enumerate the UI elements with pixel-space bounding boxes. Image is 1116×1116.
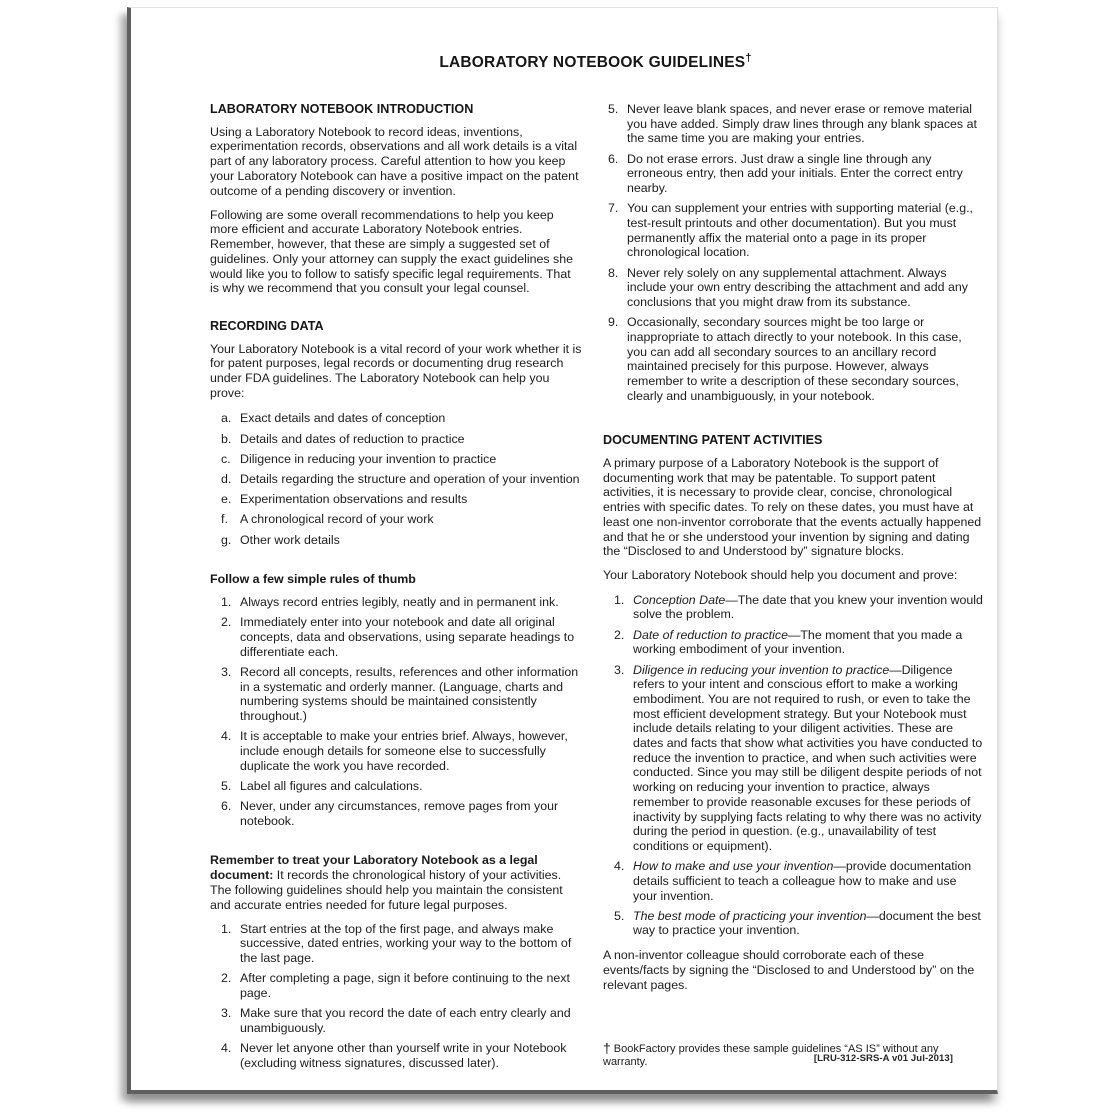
- section-heading-patent-activities: DOCUMENTING PATENT ACTIVITIES: [603, 433, 823, 448]
- list-text: [633, 859, 984, 903]
- list-marker: 3.: [221, 1006, 232, 1021]
- list-item: [608, 201, 984, 260]
- list-marker: 1.: [614, 592, 625, 607]
- list-item: [221, 615, 582, 659]
- list-text: Never leave blank spaces, and never erase or remove material you have added. Simply draw lines through any blank spaces at the same time you are making your entries.: [627, 102, 977, 146]
- list-text: Label all figures and calculations.: [240, 778, 423, 793]
- list-item: [614, 909, 984, 938]
- list-item: [614, 593, 984, 622]
- footnote-dagger: †: [603, 1040, 611, 1057]
- term-definition: —provide documentation details sufficient to teach a colleague how to make and use your invention.: [633, 859, 972, 903]
- paragraph: A primary purpose of a Laboratory Notebook is the support of documenting work that may be patentable. To support patent activities, it is necessary to provide clear, concise, chronological entries with specific dates. To rely on these dates, you must have at least one non-inventor corroborate that the events actually happened and that he or she understood your invention by signing and dating the “Disclosed to and Understood by” signature blocks.: [603, 456, 982, 559]
- section-heading-introduction: LABORATORY NOTEBOOK INTRODUCTION: [210, 102, 474, 116]
- paragraph-closing: A non-inventor colleague should corroborate each of these events/facts by signing the “Disclosed to and Understood by” on the relevant pages.: [603, 948, 975, 992]
- term-definition: —The moment that you made a working embodiment of your invention.: [633, 627, 963, 657]
- term-definition: —document the best way to practice your invention.: [633, 908, 981, 938]
- list-marker: a.: [221, 411, 232, 426]
- list-text: It is acceptable to make your entries brief. Always, however, include enough details for someone else to successfully duplicate the work you have recorded.: [240, 729, 568, 773]
- list-item: [221, 729, 582, 773]
- term-italic: Date of reduction to practice: [633, 627, 788, 642]
- list-item: [608, 266, 984, 310]
- list-item: [614, 663, 984, 854]
- list-item: [221, 1006, 582, 1035]
- list-marker: 9.: [608, 315, 619, 330]
- list-item: [221, 492, 582, 507]
- term-italic: Diligence in reducing your invention to practice: [633, 662, 890, 677]
- list-text: [633, 628, 984, 657]
- list-marker: 5.: [608, 102, 619, 116]
- list-text: [633, 909, 984, 938]
- list-marker: b.: [221, 431, 232, 446]
- list-item: [221, 779, 582, 794]
- list-marker: 2.: [221, 615, 232, 630]
- list-marker: g.: [221, 532, 232, 547]
- list-marker: 4.: [221, 729, 232, 744]
- subheading-rules-of-thumb: Follow a few simple rules of thumb: [210, 572, 416, 587]
- title-dagger: †: [745, 51, 752, 64]
- list-marker: 3.: [221, 664, 232, 679]
- list-marker: f.: [221, 512, 228, 527]
- list-item: [221, 452, 582, 467]
- list-text: Immediately enter into your notebook and date all original concepts, data and observations, using separate headings to differentiate each.: [240, 615, 575, 659]
- list-item: [221, 533, 582, 548]
- list-item: [221, 512, 582, 527]
- paragraph-legal-document: [210, 853, 582, 912]
- legal-lead-bold: Remember to treat your Laboratory Notebook as a legal document:: [210, 853, 538, 883]
- list-text: You can supplement your entries with supporting material (e.g., test-result printouts and other documentation). But you must permanently affix the material onto a page in its proper chronological location.: [627, 201, 973, 260]
- two-column-layout: [210, 102, 981, 1076]
- page-title: [210, 51, 981, 72]
- list-item: [221, 799, 582, 828]
- right-column: [603, 102, 984, 1076]
- list-marker: 2.: [614, 627, 625, 642]
- list-text: Always record entries legibly, neatly and in permanent ink.: [240, 595, 559, 610]
- list-text: Record all concepts, results, references and other information in a systematic and orderly manner. (Language, charts and numbering systems should be maintained consistently throughout.): [240, 664, 579, 723]
- numbered-list-patent: [603, 593, 984, 938]
- list-marker: 6.: [608, 151, 619, 166]
- paragraph: Your Laboratory Notebook is a vital record of your work whether it is for patent purposes, legal records or documenting drug research under FDA guidelines. The Laboratory Notebook can help you prove:: [210, 341, 582, 400]
- term-definition: —The date that you knew your invention would solve the problem.: [633, 592, 983, 622]
- document-page: [127, 7, 998, 1094]
- list-marker: 5.: [614, 908, 625, 923]
- term-definition: —Diligence refers to your intent and conscious effort to make a working embodiment. You are not required to rush, or even to take the most efficient development strategy. But your Notebook must include details relating to your diligent activities. These are dates and facts that show what activities you have conducted to reduce the invention to practice, and when such activities were conducted. Since you may still be diligent despite periods of not working on reducing your invention to practice, always remember to provide reasonable excuses for these periods of inactivity by supplying facts relating to why there was no activity during the period in question. (e.g., unavailability of test conditions or equipment).: [633, 662, 983, 853]
- lettered-list-prove: [210, 411, 582, 547]
- list-text: [633, 593, 984, 622]
- list-marker: 8.: [608, 265, 619, 280]
- list-item: [221, 971, 582, 1000]
- list-text: A chronological record of your work: [240, 512, 434, 527]
- list-text: Start entries at the top of the first page, and always make successive, dated entries, working your way to the bottom of the last page.: [240, 921, 572, 966]
- paragraph: Using a Laboratory Notebook to record ideas, inventions, experimentation records, observations and all work details is a vital part of any laboratory process. Careful attention to how you keep your Laboratory Notebook can have a positive impact on the patent outcome of a pending discovery or invention.: [210, 124, 579, 198]
- list-marker: 7.: [608, 201, 619, 216]
- list-item: [614, 628, 984, 657]
- page-title-text: LABORATORY NOTEBOOK GUIDELINES: [439, 54, 746, 71]
- list-item: [221, 411, 582, 426]
- list-marker: 5.: [221, 778, 232, 793]
- list-item: [221, 432, 582, 447]
- list-item: [221, 922, 582, 966]
- list-item: [608, 315, 984, 403]
- list-text: Details regarding the structure and operation of your invention: [240, 472, 580, 487]
- list-text: After completing a page, sign it before continuing to the next page.: [240, 971, 570, 1001]
- list-text: Occasionally, secondary sources might be too large or inappropriate to attach directly to your notebook. In this case, you can add all secondary sources to an ancillary record maintained precisely for this purpose. However, always remember to write a description of these secondary sources, clearly and unambiguously, in your notebook.: [627, 315, 962, 403]
- list-text: Diligence in reducing your invention to practice: [240, 451, 497, 466]
- list-marker: 3.: [614, 662, 625, 677]
- numbered-list-legal: [210, 922, 582, 1071]
- list-text: [633, 663, 984, 854]
- numbered-list-legal-continued: [603, 102, 984, 403]
- list-marker: d.: [221, 472, 232, 487]
- list-text: Never let anyone other than yourself write in your Notebook (excluding witness signatures, discussed later).: [240, 1041, 567, 1070]
- list-text: Make sure that you record the date of each entry clearly and unambiguously.: [240, 1006, 571, 1035]
- page-content: [131, 8, 997, 1076]
- list-text: Details and dates of reduction to practice: [240, 431, 465, 446]
- list-item: [608, 152, 984, 196]
- term-italic: Conception Date: [633, 592, 726, 607]
- section-heading-recording-data: RECORDING DATA: [210, 318, 324, 333]
- list-item: [221, 665, 582, 724]
- list-marker: c.: [221, 451, 231, 466]
- list-text: Exact details and dates of conception: [240, 411, 446, 426]
- list-marker: 6.: [221, 799, 232, 814]
- list-text: Do not erase errors. Just draw a single line through any erroneous entry, then add your initials. Enter the correct entry nearby.: [627, 151, 963, 196]
- list-marker: 1.: [221, 595, 232, 610]
- paragraph: Following are some overall recommendations to help you keep more efficient and accurate Laboratory Notebook entries. Remember, however, that these are simply a suggested set of guidelines. Only your attorney can supply the exact guidelines she would like you to follow to satisfy specific legal requirements. That is why we recommend that you consult your legal counsel.: [210, 207, 573, 296]
- list-text: Never rely solely on any supplemental attachment. Always include your own entry describing the attachment and add any conclusions that you might draw from its substance.: [627, 265, 968, 309]
- list-item: [608, 102, 984, 146]
- paragraph: Your Laboratory Notebook should help you document and prove:: [603, 568, 958, 583]
- left-column: [210, 102, 582, 1076]
- list-text: Other work details: [240, 532, 340, 547]
- list-text: Experimentation observations and results: [240, 492, 468, 507]
- list-item: [221, 595, 582, 610]
- numbered-list-rules: [210, 595, 582, 828]
- list-marker: 4.: [614, 859, 625, 874]
- list-text: Never, under any circumstances, remove pages from your notebook.: [240, 799, 559, 828]
- term-italic: How to make and use your invention: [633, 859, 834, 874]
- footnote-text: BookFactory provides these sample guidelines “AS IS” without any warranty.: [603, 1043, 939, 1069]
- list-item: [221, 1041, 582, 1070]
- document-code: [LRU-312-SRS-A v01 Jul-2013]: [813, 1053, 953, 1064]
- list-marker: 1.: [221, 921, 232, 936]
- list-item: [221, 472, 582, 487]
- list-item: [614, 859, 984, 903]
- legal-rest: It records the chronological history of your activities. The following guidelines should help you maintain the consistent and accurate entries needed for future legal purposes.: [210, 868, 563, 912]
- term-italic: The best mode of practicing your invention: [633, 908, 867, 923]
- list-marker: e.: [221, 492, 232, 507]
- list-marker: 4.: [221, 1041, 232, 1056]
- list-marker: 2.: [221, 971, 232, 986]
